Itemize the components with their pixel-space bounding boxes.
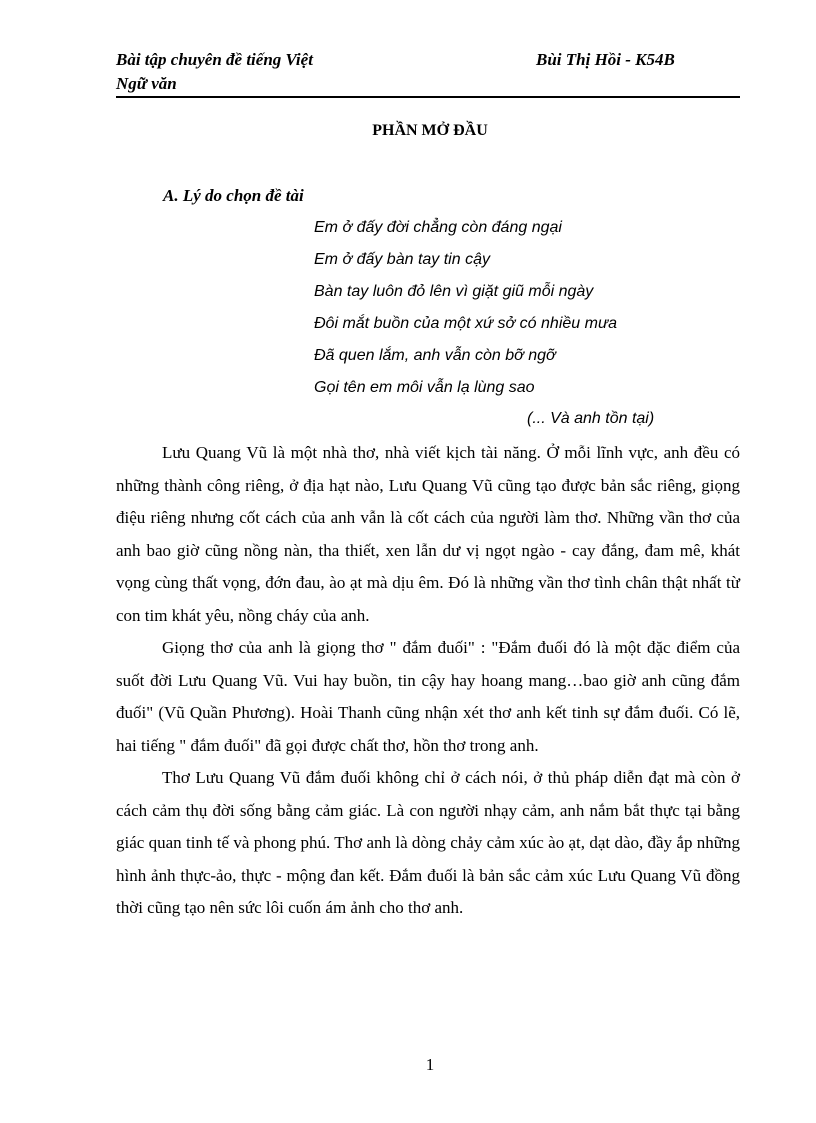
header-course-title: Bài tập chuyên đề tiếng Việt xyxy=(116,50,313,69)
subheading: A. Lý do chọn đề tài xyxy=(163,186,304,205)
paragraph: Lưu Quang Vũ là một nhà thơ, nhà viết kịch tài năng. Ở mỗi lĩnh vực, anh đều có những thành công riêng, ở địa hạt nào, Lưu Quang Vũ cũng tạo được bản sắc riêng, giọng điệu riêng nhưng cốt cách của anh vẫn là cốt cách của người làm thơ. Những vần thơ của anh bao giờ cũng nồng nàn, tha thiết, xen lẫn dư vị ngọt ngào - cay đắng, đam mê, khát vọng cùng thất vọng, đớn đau, ào ạt mà dịu êm. Đó là những vần thơ tình chân thật nhất từ con tim khát yêu, nồng cháy của anh. xyxy=(116,443,740,625)
section-title: PHẦN MỞ ĐẦU xyxy=(372,122,488,139)
header-divider xyxy=(116,96,740,98)
poem-excerpt xyxy=(314,212,617,404)
poem-line: Đã quen lắm, anh vẫn còn bỡ ngỡ xyxy=(314,347,556,364)
body-text xyxy=(116,437,740,925)
page-number: 1 xyxy=(425,1055,435,1074)
poem-source: (... Và anh tồn tại) xyxy=(527,410,655,427)
header-author: Bùi Thị Hồi - K54B xyxy=(536,50,675,69)
paragraph: Thơ Lưu Quang Vũ đắm đuối không chỉ ở cách nói, ở thủ pháp diễn đạt mà còn ở cách cảm thụ đời sống bằng cảm giác. Là con người nhạy cảm, anh nắm bắt thực tại bằng giác quan tinh tế và phong phú. Thơ anh là dòng chảy cảm xúc ào ạt, dạt dào, đầy ắp những hình ảnh thực-ảo, thực - mộng đan kết. Đắm đuối là bản sắc cảm xúc Lưu Quang Vũ đồng thời cũng tạo nên sức lôi cuốn ám ảnh cho thơ anh. xyxy=(116,768,740,917)
poem-line: Gọi tên em môi vẫn lạ lùng sao xyxy=(314,379,535,396)
poem-line: Đôi mắt buồn của một xứ sở có nhiều mưa xyxy=(314,315,617,332)
header-subject: Ngữ văn xyxy=(116,74,177,93)
poem-line: Em ở đấy đời chẳng còn đáng ngại xyxy=(314,219,562,236)
poem-line: Em ở đấy bàn tay tin cậy xyxy=(314,251,490,268)
header-left xyxy=(116,48,313,96)
poem-line: Bàn tay luôn đỏ lên vì giặt giũ mỗi ngày xyxy=(314,283,594,300)
paragraph: Giọng thơ của anh là giọng thơ " đắm đuối" : "Đắm đuối đó là một đặc điểm của suốt đời Lưu Quang Vũ. Vui hay buồn, tin cậy hay hoang mang…bao giờ anh cũng đắm đuối" (Vũ Quần Phương). Hoài Thanh cũng nhận xét thơ anh kết tinh sự đắm đuối. Có lẽ, hai tiếng " đắm đuối" đã gọi được chất thơ, hồn thơ trong anh. xyxy=(116,638,740,755)
